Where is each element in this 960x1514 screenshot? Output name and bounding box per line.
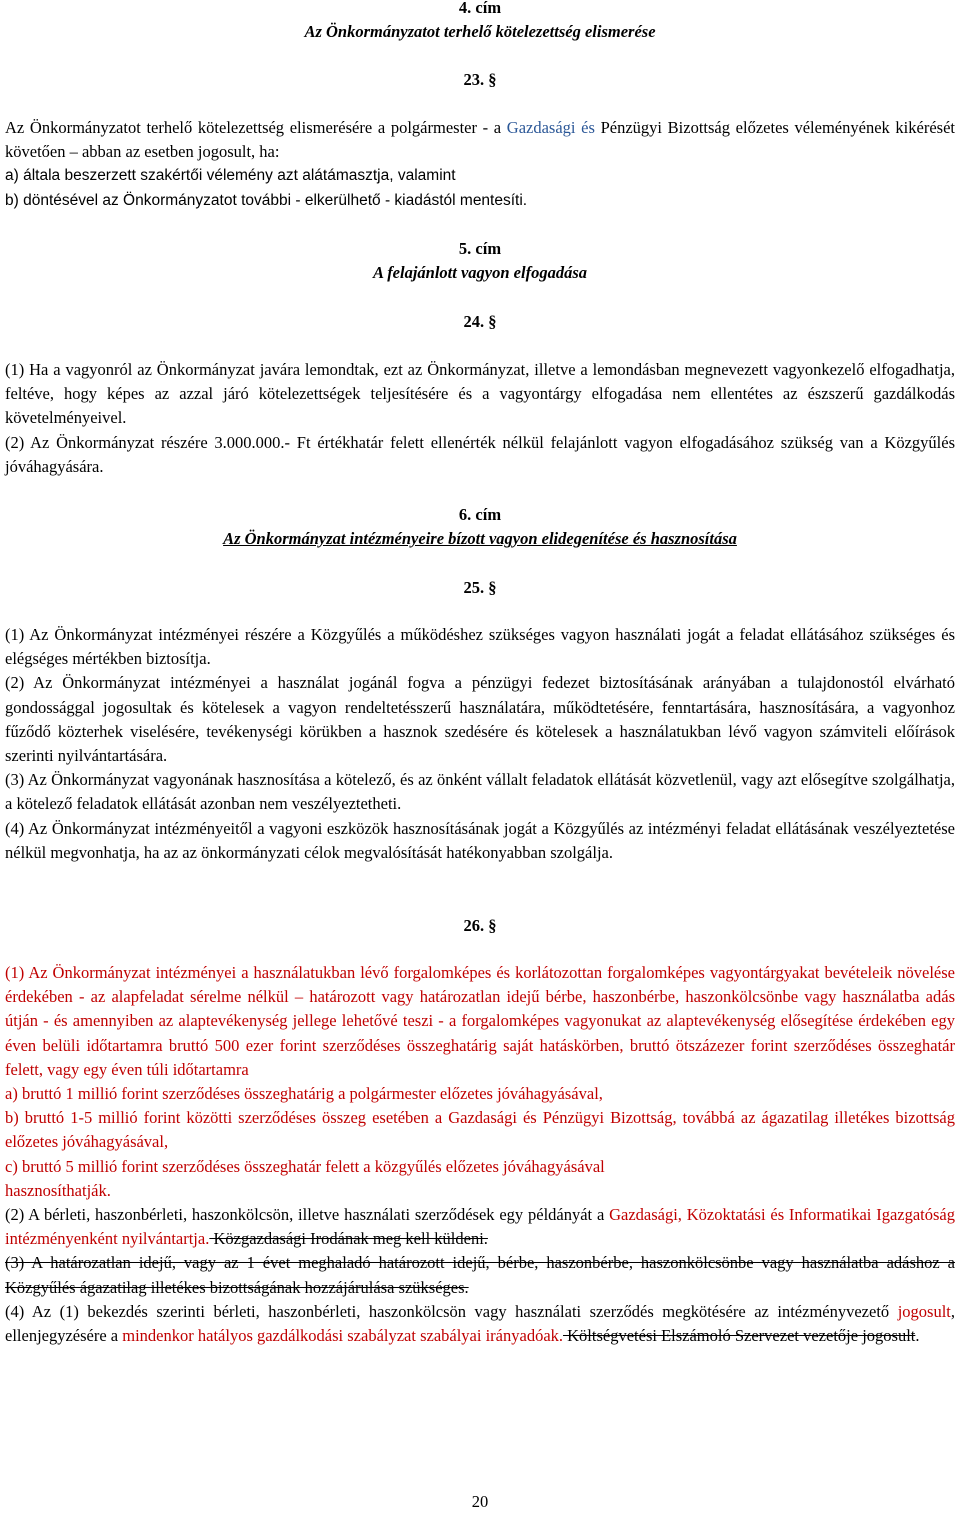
paragraph-25-sub-1: (1) Az Önkormányzat intézményei részére a Közgyűlés a működéshez szükséges vagyon használati jogát a feladat ellátásához szükséges és elégséges mértékben biztosítja. — [5, 625, 955, 669]
paragraph-23-item-b: b) döntésével az Önkormányzatot további - elkerülhető - kiadástól mentesíti. — [5, 191, 528, 209]
paragraph-23-item-a: a) általa beszerzett szakértői vélemény azt alátámasztja, valamint — [5, 167, 456, 185]
paragraph-26-sub-4-red-1: jogosult — [897, 1301, 951, 1321]
section-4-number: 4. cím — [458, 0, 502, 17]
paragraph-23-intro: Az Önkormányzatot terhelő kötelezettség elismerésére a polgármester - a Gazdasági és Pénzügyi Bizottság előzetes véleményének kikérését követően – abban az esetben jogosult, ha: — [5, 118, 955, 162]
paragraph-24-number: 24. § — [463, 312, 497, 331]
paragraph-24-sub-2: (2) Az Önkormányzat részére 3.000.000.- Ft értékhatár felett ellenérték nélkül felajánlott vagyon elfogadásához szükség van a Közgyűlés jóváhagyására. — [5, 432, 955, 476]
paragraph-26-sub-2-red: Gazdasági, Közoktatási és Informatikai Igazgatóság intézményenként nyilvántartja. — [5, 1205, 955, 1249]
section-6-title: Az Önkormányzat intézményeire bízott vagyon elidegenítése és hasznosítása — [223, 529, 737, 548]
paragraph-26-item-c: c) bruttó 5 millió forint szerződéses összeghatár felett a közgyűlés előzetes jóváhagyásával — [5, 1156, 605, 1176]
paragraph-25-sub-3: (3) Az Önkormányzat vagyonának hasznosítása a kötelező, és az önként vállalt feladatok ellátását közvetlenül, vagy azt elősegítve szolgálhatja, a kötelező feladatok ellátását azonban nem veszélyeztetheti. — [5, 770, 955, 814]
paragraph-25-number: 25. § — [463, 578, 497, 597]
paragraph-26-sub-3-struck: (3) A határozatlan idejű, vagy az 1 évet meghaladó határozott idejű, bérbe, haszonbérbe, haszonkölcsönbe vagy használatba adáshoz a Közgyűlés ágazatilag illetékes bizottságának hozzájárulása szükséges. — [5, 1253, 955, 1297]
paragraph-25-sub-4: (4) Az Önkormányzat intézményeitől a vagyoni eszközök hasznosításának jogát a Közgyűlés az intézményi feladat ellátásának veszélyeztetése nélkül megvonhatja, ha az az önkormányzati célok megvalósítását hatékonyabban szolgálja. — [5, 818, 955, 862]
paragraph-26-item-a: a) bruttó 1 millió forint szerződéses összeghatárig a polgármester előzetes jóváhagyásával, — [5, 1084, 603, 1104]
paragraph-26-sub-4: (4) Az (1) bekezdés szerinti bérleti, haszonbérleti, haszonkölcsön vagy használati szerződés megkötésére az intézményvezető jogosult, ellenjegyzésére a mindenkor hatályos gazdálkodási szabályzat szabályai irányadóak. Költségvetési Elszámoló Szervezet vezetője jogosult. — [5, 1301, 955, 1346]
section-5-title: A felajánlott vagyon elfogadása — [372, 263, 588, 282]
paragraph-26-sub-1: (1) Az Önkormányzat intézményei a használatukban lévő forgalomképes és korlátozottan forgalomképes vagyontárgyakat bevételeik növelése érdekében - az alapfeladat sérelme nélkül – határozott vagy határozatlan idejű bérbe, haszonbérbe, haszonkölcsönbe vagy használatba adás útján - és amennyiben az alaptevékenység jellege lehetővé teszi - a forgalomképes vagyonukat az alaptevékenység elősegítése érdekében egy éven belüli időtartamra bruttó 500 ezer forint szerződéses összeghatárig saját hatáskörben, bruttó ötszázezer forint szerződéses összeghatár felett, vagy egy éven túli időtartamra — [5, 963, 955, 1079]
paragraph-26-sub-2-struck: Közgazdasági Irodának meg kell küldeni. — [209, 1229, 488, 1249]
section-4-title: Az Önkormányzatot terhelő kötelezettség elismerése — [304, 22, 656, 41]
paragraph-23-blue-text: Gazdasági és — [506, 118, 595, 137]
paragraph-24-sub-1: (1) Ha a vagyonról az Önkormányzat javára lemondtak, ezt az Önkormányzat, illetve a lemondásban megnevezett vagyonkezelő elfogadhatja, feltéve, hogy képes az azzal járó kötelezettségek teljesítésére és a vagyontárgy elfogadása nem ellentétes az észszerű gazdálkodás követelményeivel. — [5, 360, 955, 428]
paragraph-26-sub-4-struck: Költségvetési Elszámoló Szervezet vezetője jogosult — [563, 1326, 916, 1346]
paragraph-23-number: 23. § — [463, 70, 497, 89]
section-5-number: 5. cím — [458, 239, 502, 258]
paragraph-25-body — [5, 623, 955, 865]
paragraph-26-item-b: b) bruttó 1-5 millió forint közötti szerződéses összeg esetében a Gazdasági és Pénzügyi Bizottság, továbbá az ágazatilag illetékes bizottság előzetes jóváhagyásával, — [5, 1108, 955, 1152]
page-number: 20 — [471, 1492, 489, 1511]
paragraph-26-sub-4-red-2: mindenkor hatályos gazdálkodási szabályzat szabályai irányadóak. — [122, 1326, 564, 1346]
paragraph-26-sub-2: (2) A bérleti, haszonbérleti, haszonkölcsön, illetve használati szerződések egy példányát a Gazdasági, Közoktatási és Informatikai Igazgatóság intézményenként nyilvántartja. Közgazdasági Irodának meg kell küldeni. — [5, 1205, 955, 1249]
paragraph-26-closing: hasznosíthatják. — [5, 1180, 111, 1200]
paragraph-26-body — [5, 961, 955, 1348]
paragraph-23-body — [5, 116, 955, 213]
paragraph-25-sub-2: (2) Az Önkormányzat intézményei a használat jogánál fogva a pénzügyi fedezet biztosításának arányában a tulajdonostól elvárható gondossággal jogosultak és kötelesek a vagyon rendeltetésszerű használatára, működtetésére, fenntartására, hasznosítására, a vagyonhoz fűződő közterhek viselésére, tevékenységi körükben a hasznok szedésére és kötelesek a használatukban lévő vagyon számviteli előírások szerinti nyilvántartására. — [5, 673, 955, 766]
paragraph-24-body — [5, 358, 955, 479]
section-6-number: 6. cím — [458, 505, 502, 524]
paragraph-26-number: 26. § — [463, 916, 497, 935]
